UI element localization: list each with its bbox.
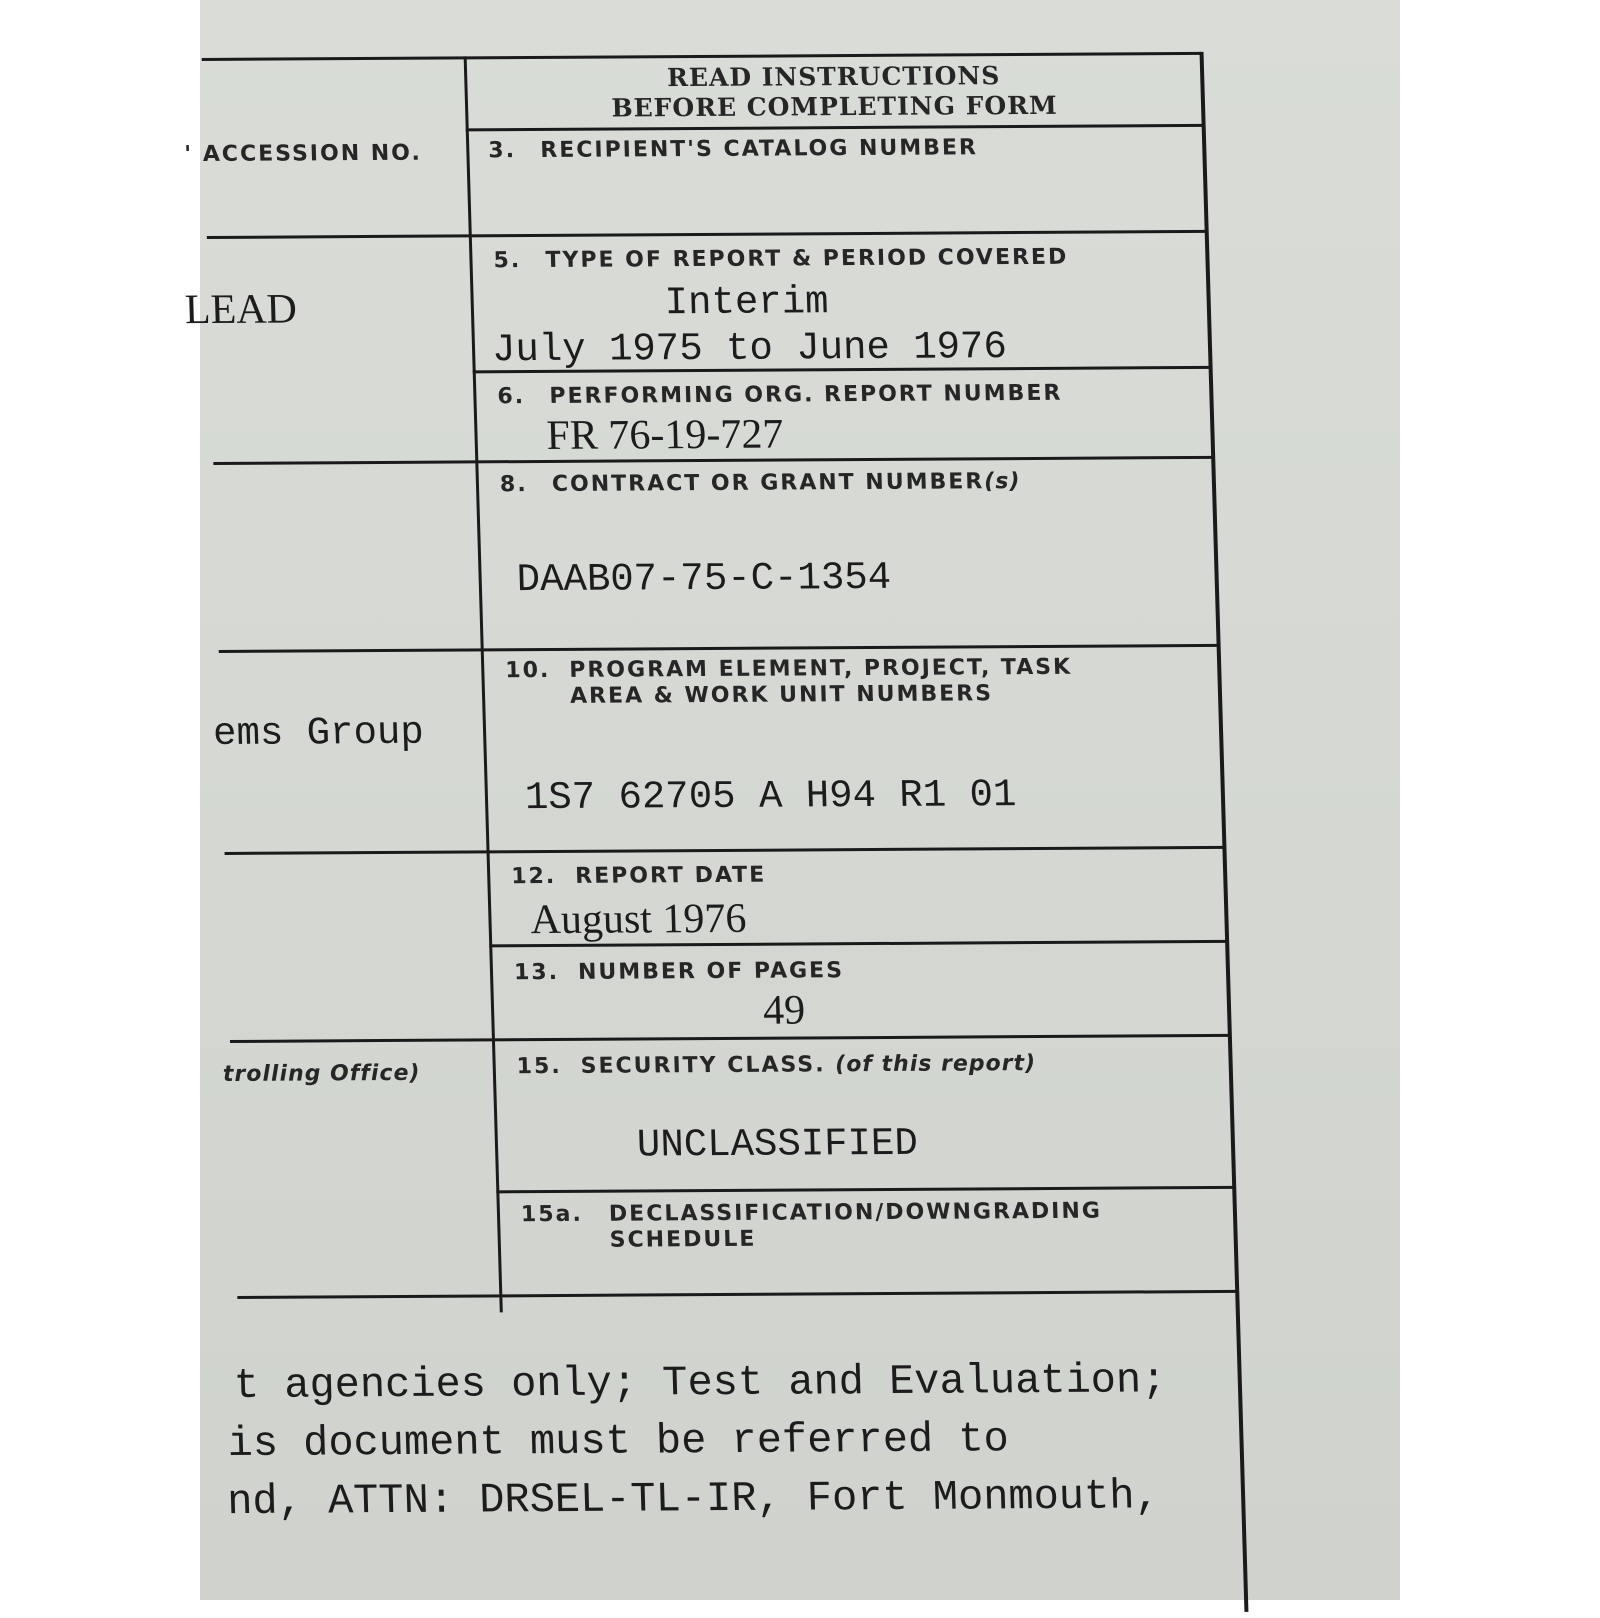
- field-12-label: 12. REPORT DATE: [510, 862, 767, 890]
- distribution-line-3: nd, ATTN: DRSEL-TL-IR, Fort Monmouth,: [226, 1472, 1161, 1527]
- row-line-10: [225, 846, 1225, 855]
- report-documentation-form: [184, 0, 1446, 1600]
- field-13-label: 13. NUMBER OF PAGES: [513, 958, 845, 986]
- distribution-line-1: t agencies only; Test and Evaluation;: [233, 1356, 1168, 1411]
- security-class-value: UNCLASSIFIED: [636, 1121, 919, 1168]
- distribution-line-2: is document must be referred to: [226, 1415, 1010, 1469]
- controlling-office-fragment: trolling Office): [222, 1060, 421, 1088]
- field-10-label: 10. PROGRAM ELEMENT, PROJECT, TASK AREA & WORK UNIT NUMBERS: [504, 654, 1073, 709]
- top-border: [202, 52, 1202, 61]
- field-8-label: 8. CONTRACT OR GRANT NUMBER(s): [499, 469, 1021, 498]
- page-count-value: 49: [762, 987, 806, 1034]
- title-fragment: LEAD: [184, 286, 298, 334]
- period-covered-value: July 1975 to June 1976: [491, 325, 1008, 373]
- row-line-13: [230, 1034, 1230, 1043]
- field-15-label: 15. SECURITY CLASS. (of this report): [516, 1051, 1037, 1080]
- field-6-label: 6. PERFORMING ORG. REPORT NUMBER: [497, 380, 1063, 410]
- header-line-1: READ INSTRUCTIONS: [666, 61, 1001, 93]
- report-type-value: Interim: [664, 280, 830, 326]
- contract-number-value: DAAB07-75-C-1354: [516, 555, 892, 603]
- accession-label-fragment: ' ACCESSION NO.: [184, 140, 423, 168]
- row-line-15a: [237, 1290, 1237, 1299]
- form-header: [467, 60, 1202, 124]
- document-photo: [184, 0, 1400, 1600]
- row-line-15: [496, 1186, 1234, 1194]
- right-border: [1200, 52, 1249, 1612]
- row-line-3: [207, 230, 1207, 239]
- field-5-label: 5. TYPE OF REPORT & PERIOD COVERED: [493, 244, 1069, 274]
- row-line-8: [219, 644, 1219, 653]
- org-report-number-value: FR 76-19-727: [545, 411, 785, 459]
- program-element-value: 1S7 62705 A H94 R1 01: [524, 773, 1018, 821]
- report-date-value: August 1976: [529, 895, 747, 944]
- middle-column-border: [464, 56, 503, 1312]
- row-line-header: [466, 124, 1204, 132]
- organization-fragment: ems Group: [212, 710, 425, 757]
- field-3-label: 3. RECIPIENT'S CATALOG NUMBER: [487, 135, 979, 164]
- field-15a-label: 15a. DECLASSIFICATION/DOWNGRADING SCHEDULE: [520, 1198, 1103, 1253]
- header-line-2: BEFORE COMPLETING FORM: [611, 90, 1059, 123]
